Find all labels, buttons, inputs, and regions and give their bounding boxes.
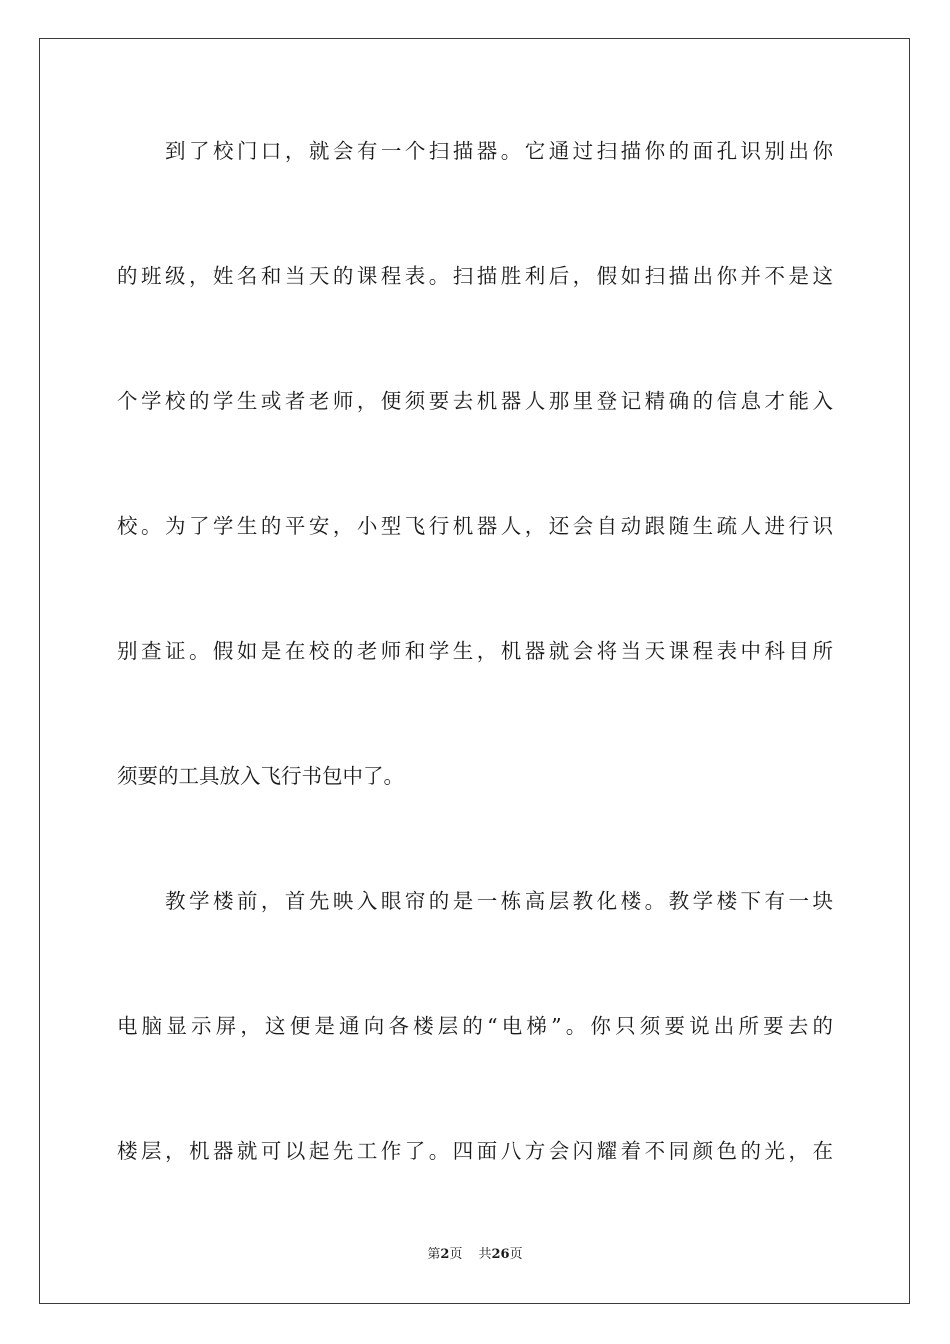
paragraph-line: 教学楼前，首先映入眼帘的是一栋高层教化楼。教学楼下有一块 bbox=[165, 889, 833, 913]
paragraph-line: 别查证。假如是在校的老师和学生，机器就会将当天课程表中科目所 bbox=[117, 639, 833, 663]
page-border bbox=[39, 38, 910, 1304]
paragraph-line: 的班级，姓名和当天的课程表。扫描胜利后，假如扫描出你并不是这 bbox=[117, 264, 833, 288]
paragraph-line: 到了校门口，就会有一个扫描器。它通过扫描你的面孔识别出你 bbox=[165, 139, 833, 163]
total-prefix: 共 bbox=[478, 1247, 492, 1262]
page-suffix: 页 bbox=[449, 1247, 463, 1262]
paragraph-line: 校。为了学生的平安，小型飞行机器人，还会自动跟随生疏人进行识 bbox=[117, 514, 833, 538]
page-number: 2 bbox=[440, 1247, 450, 1262]
paragraph-line: 电脑显示屏，这便是通向各楼层的“电梯”。你只须要说出所要去的 bbox=[117, 1014, 833, 1038]
paragraph-line: 须要的工具放入飞行书包中了。 bbox=[117, 764, 404, 788]
page-footer bbox=[0, 1246, 950, 1264]
page-prefix: 第 bbox=[427, 1247, 441, 1262]
paragraph-line: 楼层，机器就可以起先工作了。四面八方会闪耀着不同颜色的光，在 bbox=[117, 1139, 833, 1163]
total-pages: 26 bbox=[491, 1247, 510, 1262]
total-suffix: 页 bbox=[509, 1247, 523, 1262]
paragraph-line: 个学校的学生或者老师，便须要去机器人那里登记精确的信息才能入 bbox=[117, 389, 833, 413]
